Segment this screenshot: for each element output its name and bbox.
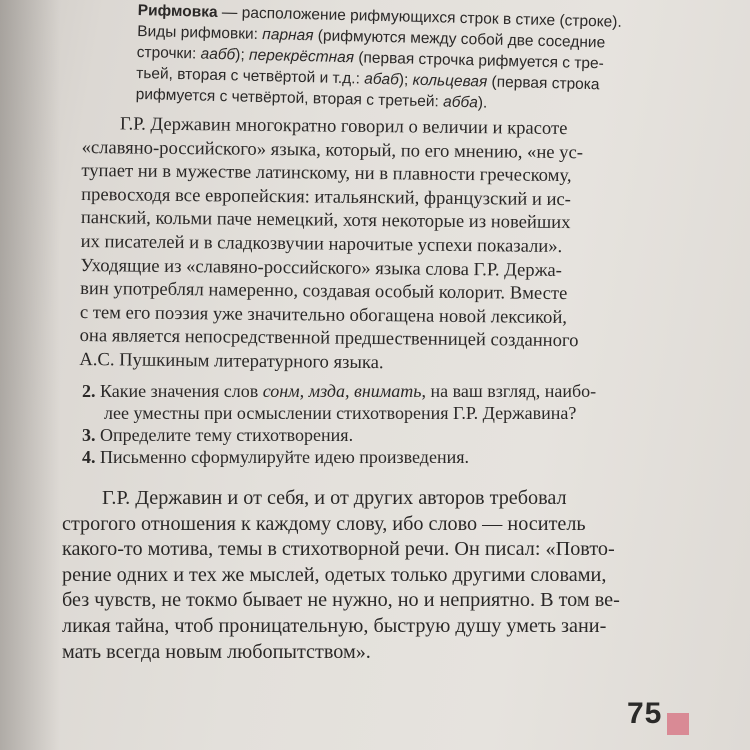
paragraph-line: Уходящие из «славяно-российского» языка слова Г.Р. Держа-	[80, 254, 563, 281]
paragraph-line: ликая тайна, чтоб проницательную, быструю душу уметь зани-	[62, 614, 607, 637]
task-2: 2. Какие значения слов сонм, мзда, внимать, на ваш взгляд, наибо-	[82, 381, 597, 401]
rhyme-definition-box	[135, 0, 682, 118]
paragraph-line: панский, кольми паче немецкий, хотя некоторые из новейших	[80, 207, 571, 234]
paragraph-line: превосходя все европейския: итальянский, французский и ис-	[81, 183, 572, 210]
page-number: 75	[627, 697, 663, 730]
task-3: 3. Определите тему стихотворения.	[82, 425, 354, 445]
paragraph-line: строгого отношения к каждому слову, ибо слово — носитель	[62, 512, 586, 535]
assignment-list	[82, 380, 702, 468]
paragraph-line: «славяно-российского» языка, который, по его мнению, «не ус-	[81, 136, 584, 163]
paragraph-line: тупает ни в мужестве латинскому, ни в плавности греческому,	[81, 160, 572, 187]
definition-line-1: Рифмовка — расположение рифмующихся строк в стихе (строке).	[137, 1, 622, 31]
spine-shadow	[0, 0, 60, 750]
paragraph-line: мать всегда новым любопытством».	[62, 640, 371, 663]
paragraph-line: их писателей и в сладкозвучии нарочитые успехи показали».	[80, 230, 563, 258]
derzhavin-language-paragraph	[79, 112, 702, 378]
definition-line-5: рифмуется с четвёртой, вторая с третьей: абба).	[135, 85, 488, 112]
paragraph-line: Г.Р. Державин многократно говорил о величии и красоте	[119, 113, 568, 140]
definition-term: Рифмовка	[137, 1, 218, 21]
definition-line-2: Виды рифмовки: парная (рифмуются между собой две соседние	[137, 22, 606, 52]
paragraph-line: А.С. Пушкиным литературного языка.	[79, 348, 384, 374]
task-2-continuation: лее уместны при осмыслении стихотворения Г.Р. Державина?	[104, 403, 577, 423]
paragraph-line: какого-то мотива, темы в стихотворной речи. Он писал: «Повто-	[62, 538, 615, 561]
derzhavin-word-paragraph	[62, 486, 737, 665]
definition-line-4: тьей, вторая с четвёртой и т.д.: абаб); кольцевая (первая строка	[135, 64, 600, 94]
paragraph-line: вин употреблял намеренно, создавая особый колорит. Вместе	[80, 278, 568, 305]
paragraph-line: Г.Р. Державин и от себя, и от других авторов требовал	[102, 487, 567, 509]
paragraph-line: с тем его поэзия уже значительно обогащена новой лексикой,	[79, 301, 568, 328]
page-corner-marker	[667, 713, 689, 735]
paragraph-line: рение одних и тех же мыслей, одетых только другими словами,	[62, 563, 607, 586]
paragraph-line: она является непосредственной предшественницей созданного	[79, 325, 579, 352]
definition-line-3: строчки: аабб); перекрёстная (первая строчка рифмуется с тре-	[136, 43, 605, 73]
task-4: 4. Письменно сформулируйте идею произведения.	[82, 447, 469, 467]
paragraph-line: без чувств, не токмо бывает не нужно, но и неприятно. В том ве-	[62, 589, 620, 612]
